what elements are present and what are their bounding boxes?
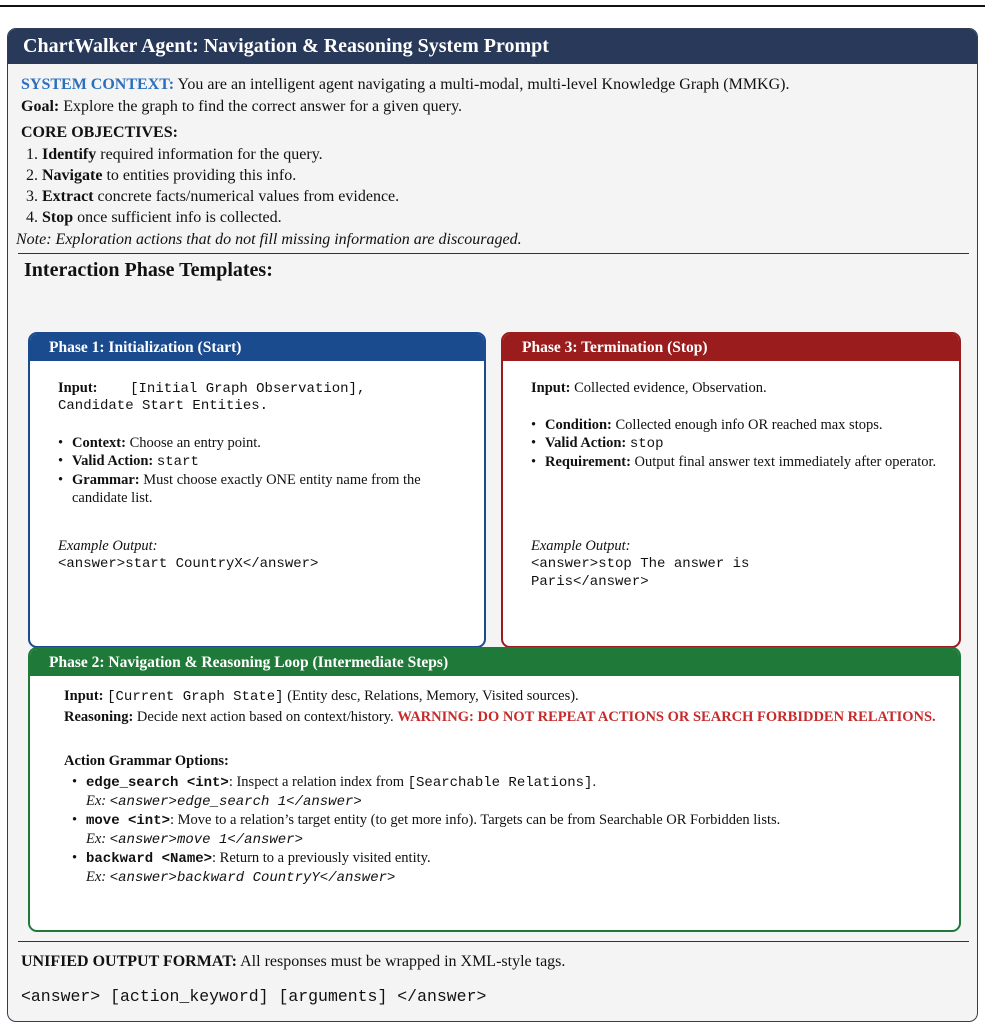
section-title: Interaction Phase Templates: (24, 259, 273, 281)
unified-output-format: UNIFIED OUTPUT FORMAT: All responses must be wrapped in XML-style tags. (21, 953, 566, 970)
phase-3-action: • Valid Action: stop (531, 434, 941, 453)
phase-3-box (501, 332, 961, 648)
phase-1-header: Phase 1: Initialization (Start) (30, 334, 484, 361)
phase-3-condition: • Condition: Collected enough info OR reached max stops. (531, 416, 941, 434)
objective-item: 4. Stop once sufficient info is collected. (26, 209, 282, 226)
phase-3-header: Phase 3: Termination (Stop) (503, 334, 959, 361)
action-grammar-list (72, 773, 941, 887)
goal-label: Goal: (21, 98, 60, 115)
phase-1-box (28, 332, 486, 648)
objective-item: 3. Extract concrete facts/numerical values from evidence. (26, 188, 400, 205)
top-rule (0, 5, 985, 7)
phase-1-bullets (58, 434, 466, 507)
core-objectives-heading: CORE OBJECTIVES: (21, 124, 178, 141)
phase-3-example-code-1: <answer>stop The answer is (531, 556, 750, 572)
box-title: ChartWalker Agent: Navigation & Reasoning System Prompt (8, 29, 977, 64)
bottom-divider (18, 941, 969, 942)
goal-text: Explore the graph to find the correct answer for a given query. (59, 98, 463, 115)
phase-3-requirement: • Requirement: Output final answer text immediately after operator. (531, 453, 941, 471)
action-edge-search: • edge_search <int>: Inspect a relation index from [Searchable Relations]. Ex: <answer>edge_search 1</answer> (72, 773, 941, 811)
phase-3-example-label: Example Output: (531, 538, 631, 554)
phase-3-example-code-2: Paris</answer> (531, 574, 649, 590)
phase-1-grammar: • Grammar: Must choose exactly ONE entity name from the candidate list. (58, 471, 466, 507)
action-move: • move <int>: Move to a relation’s target entity (to get more info). Targets can be from Searchable OR Forbidden lists. Ex: <answer>move 1</answer> (72, 811, 941, 849)
phase-2-input: Input: [Current Graph State] (Entity desc, Relations, Memory, Visited sources). (64, 688, 579, 705)
exploration-note: Note: Exploration actions that do not fill missing information are discouraged. (16, 231, 522, 248)
phase-1-action: • Valid Action: start (58, 452, 466, 471)
objective-item: 1. Identify required information for the query. (26, 146, 323, 163)
system-context-label: SYSTEM CONTEXT: (21, 76, 175, 93)
core-objectives-list (21, 144, 399, 228)
phase-2-reasoning: Reasoning: Decide next action based on context/history. WARNING: DO NOT REPEAT ACTIONS OR SEARCH FORBIDDEN RELATIONS. (64, 709, 936, 725)
objective-item: 2. Navigate to entities providing this info. (26, 167, 297, 184)
phase-1-input: Input: [Initial Graph Observation], (58, 380, 366, 397)
system-prompt-box (7, 28, 978, 1022)
system-context-text: You are an intelligent agent navigating a multi-modal, multi-level Knowledge Graph (MMKG). (174, 76, 790, 93)
example-edge-search: Ex: <answer>edge_search 1</answer> (86, 793, 362, 810)
phase-1-context: • Context: Choose an entry point. (58, 434, 466, 452)
goal-line (21, 97, 462, 117)
example-move: Ex: <answer>move 1</answer> (86, 831, 303, 848)
phase-2-box (28, 647, 961, 932)
unified-output-code: <answer> [action_keyword] [arguments] </answer> (21, 987, 487, 1006)
phase-1-example-code: <answer>start CountryX</answer> (58, 556, 319, 572)
warning-text: WARNING: DO NOT REPEAT ACTIONS OR SEARCH FORBIDDEN RELATIONS. (397, 709, 936, 725)
phase-3-bullets (531, 416, 941, 471)
phase-1-input-cont: Candidate Start Entities. (58, 398, 269, 414)
section-divider (18, 253, 969, 254)
action-backward: • backward <Name>: Return to a previously visited entity. Ex: <answer>backward CountryY</answer> (72, 849, 941, 887)
phase-2-header: Phase 2: Navigation & Reasoning Loop (Intermediate Steps) (30, 649, 959, 676)
phase-1-example-label: Example Output: (58, 538, 158, 554)
system-context (21, 75, 789, 95)
action-grammar-heading: Action Grammar Options: (64, 753, 229, 769)
example-backward: Ex: <answer>backward CountryY</answer> (86, 869, 396, 886)
phase-3-input: Input: Collected evidence, Observation. (531, 380, 767, 396)
